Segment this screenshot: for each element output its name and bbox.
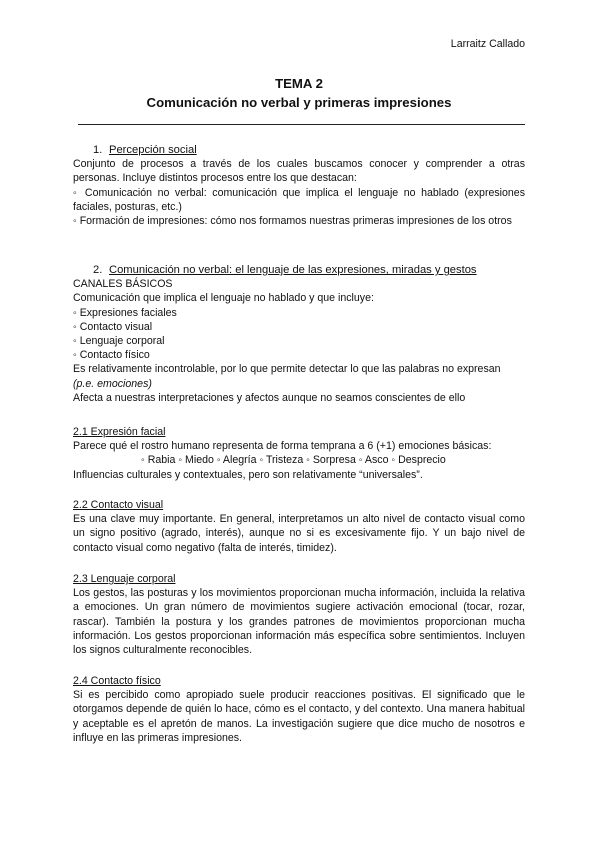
title-line-2: Comunicación no verbal y primeras impresiones [146,95,452,110]
author-name: Larraitz Callado [450,38,525,50]
list-item: ◦ Expresiones faciales [73,306,177,319]
canales-label: CANALES BÁSICOS [73,278,173,291]
title-line-1: TEMA 2 [275,76,323,91]
section-1-bullet-1: ◦ Comunicación no verbal: comunicación que implica el lenguaje no hablado (expresiones faciales, posturas, etc.) [73,186,525,213]
subsection-2-2-heading: 2.2 Contacto visual [73,499,164,511]
list-item: ◦ Lenguaje corporal [73,335,165,348]
subsection-2-1-line-2: Influencias culturales y contextuales, pero son relativamente “universales”. [73,468,423,481]
subsection-2-2-text: Es una clave muy importante. En general, interpretamos un alto nivel de contacto visual como un signo positivo (agrado, interés), aunque no si es excesivamente fijo. Y un bajo nivel de contacto visual como negativo (falta de interés, timidez). [73,513,525,554]
section-2-note-1-italic: (p.e. emociones) [73,377,152,390]
section-1-heading [73,143,525,157]
document-page [73,0,525,848]
section-2-intro: Comunicación que implica el lenguaje no hablado y que incluye: [73,292,374,305]
title-divider [78,124,525,125]
subsection-2-1 [73,425,525,482]
subsection-2-1-heading: 2.1 Expresión facial [73,426,166,438]
list-item: ◦ Contacto físico [73,349,150,362]
section-1 [73,143,525,228]
section-2-number: 2. [93,264,103,276]
subsection-2-4 [73,674,525,745]
emotions-list: ◦ Rabia ◦ Miedo ◦ Alegría ◦ Tristeza ◦ Sorpresa ◦ Asco ◦ Desprecio [141,454,446,467]
document-title [73,74,525,112]
section-2-heading [73,263,525,277]
section-1-paragraph: Conjunto de procesos a través de los cuales buscamos conocer y comprender a otras personas. Incluye distintos procesos entre los que destacan: [73,158,525,185]
section-1-title: Percepción social [109,144,197,156]
subsection-2-3-heading: 2.3 Lenguaje corporal [73,573,176,585]
list-item: ◦ Contacto visual [73,320,153,333]
subsection-2-4-text: Si es percibido como apropiado suele producir reacciones positivas. El significado que le otorgamos depende de quién lo hace, cómo es el contacto, y del contexto. Una manera habitual y aceptable es el apretón de manos. La investigación sugiere que dice mucho de nosotros e influye en las primeras impresiones. [73,689,525,744]
section-2-note-2: Afecta a nuestras interpretaciones y afectos aunque no seamos conscientes de ello [73,391,466,404]
subsection-2-4-heading: 2.4 Contacto físico [73,675,161,687]
section-2-note-1: Es relativamente incontrolable, por lo que permite detectar lo que las palabras no expresan [73,363,501,376]
section-2 [73,263,525,405]
section-1-number: 1. [93,144,103,156]
subsection-2-1-line-1: Parece qué el rostro humano representa de forma temprana a 6 (+1) emociones básicas: [73,440,492,453]
section-1-bullet-2: ◦ Formación de impresiones: cómo nos formamos nuestras primeras impresiones de los otros [73,215,512,228]
subsection-2-2 [73,498,525,555]
subsection-2-3-text: Los gestos, las posturas y los movimientos proporcionan mucha información, incluida la relativa a emociones. Un gran número de movimientos sugiere activación emocional (tocar, rozar, rascar). También la postura y los grandes patrones de movimientos proporcionan mucha información. Los gestos proporcionan información más específica sobre sentimientos. Incluyen los signos culturalmente reconocibles. [73,587,525,657]
section-2-title: Comunicación no verbal: el lenguaje de las expresiones, miradas y gestos [109,264,477,276]
subsection-2-3 [73,572,525,657]
